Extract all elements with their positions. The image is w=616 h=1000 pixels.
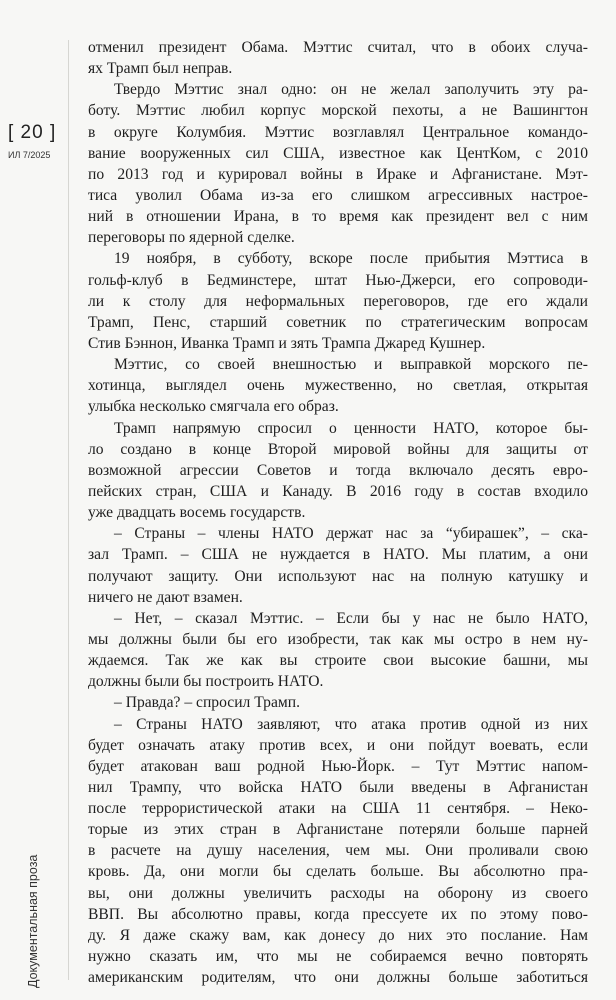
text-line: Трамп напрямую спросил о ценности НАТО, которое бы- bbox=[114, 419, 588, 437]
text-line: боту. Мэттис любил корпус морской пехоты, а не Вашингтон bbox=[88, 102, 588, 120]
section-label: Документальная проза bbox=[26, 854, 40, 988]
text-line: ду. Я даже скажу вам, как донесу до них это послание. Нам bbox=[88, 926, 588, 944]
text-line: Мэттис, со своей внешностью и выправкой морского пе- bbox=[114, 356, 588, 374]
text-line: кровь. Да, они могли бы сделать больше. Вы абсолютно пра- bbox=[88, 863, 588, 881]
text-line: улыбка несколько смягчала его образ. bbox=[88, 398, 339, 416]
margin-rule bbox=[68, 40, 69, 980]
text-line: ли к столу для неформальных переговоров, где его ждали bbox=[88, 292, 588, 310]
text-column bbox=[88, 37, 588, 988]
text-line: возможной агрессии Советов и тогда включало десять евро- bbox=[88, 461, 588, 479]
text-line: отменил президент Обама. Мэттис считал, что в обоих случа- bbox=[88, 39, 588, 56]
text-line: ло создано в конце Второй мировой войны для защиты от bbox=[88, 440, 588, 458]
page-number: [ 20 ] bbox=[8, 122, 57, 143]
text-line: вание вооруженных сил США, известное как ЦентКом, с 2010 bbox=[88, 144, 588, 162]
text-line: переговоры по ядерной сделке. bbox=[88, 229, 295, 247]
text-line: после террористической атаки на США 11 сентября. – Неко- bbox=[88, 800, 588, 818]
text-line: получают защиту. Они используют нас на полную катушку и bbox=[88, 567, 588, 585]
text-line: гольф-клуб в Бедминстере, штат Нью-Джерси, его сопроводи- bbox=[88, 271, 588, 289]
text-line: пейских стран, США и Канаду. В 2016 году в состав входило bbox=[88, 482, 588, 500]
text-line: американским родителям, что они должны больше заботиться bbox=[88, 969, 588, 987]
text-line: будет означать атаку против всех, и они пойдут воевать, если bbox=[88, 736, 588, 754]
text-line: зал Трамп. – США не нуждается в НАТО. Мы платим, а они bbox=[88, 546, 588, 564]
text-line: ничего не дают взамен. bbox=[88, 588, 243, 606]
text-line: 19 ноября, в субботу, вскоре после прибытия Мэттиса в bbox=[114, 250, 588, 268]
text-line: тиса уволил Обама из-за его слишком агрессивных настрое- bbox=[88, 186, 588, 204]
text-line: мы должны были бы его изобрести, так как мы остро в нем ну- bbox=[88, 630, 588, 648]
text-line: ВВП. Вы абсолютно правы, когда прессуете их по этому пово- bbox=[88, 905, 588, 923]
text-line: торые из этих стран в Афганистане потеряли больше парней bbox=[88, 821, 588, 839]
text-line: вы, они должны увеличить расходы на оборону из своего bbox=[88, 884, 588, 902]
text-line: – Правда? – спросил Трамп. bbox=[114, 694, 300, 712]
text-line: в расчете на душу населения, чем мы. Они проливали свою bbox=[88, 842, 588, 860]
text-line: ний в отношении Ирана, в то время как президент вел с ним bbox=[88, 208, 588, 226]
text-line: должны были бы построить НАТО. bbox=[88, 673, 324, 691]
text-line: по 2013 год и курировал войны в Ираке и Афганистане. Мэт- bbox=[88, 165, 588, 183]
text-line: уже двадцать восемь государств. bbox=[88, 504, 306, 522]
text-line: нужно сказать им, что мы не собираемся вечно повторять bbox=[88, 948, 588, 966]
text-line: – Нет, – сказал Мэттис. – Если бы у нас не было НАТО, bbox=[114, 609, 588, 627]
text-line: хотинца, выглядел очень мужественно, но светлая, открытая bbox=[88, 377, 588, 395]
text-line: – Страны НАТО заявляют, что атака против одной из них bbox=[114, 715, 588, 733]
text-line: Твердо Мэттис знал одно: он не желал заполучить эту ра- bbox=[114, 81, 588, 99]
text-line: ях Трамп был неправ. bbox=[88, 60, 233, 78]
text-line: – Страны – члены НАТО держат нас за “убирашек”, – ска- bbox=[114, 525, 588, 543]
issue-label: ИЛ 7/2025 bbox=[8, 150, 51, 160]
text-line: Трамп, Пенс, старший советник по стратегическим вопросам bbox=[88, 313, 588, 331]
text-line: будет атакован ваш родной Нью-Йорк. – Тут Мэттис напом- bbox=[88, 757, 588, 775]
text-line: в округе Колумбия. Мэттис возглавлял Центральное командо- bbox=[88, 123, 588, 141]
text-line: Стив Бэннон, Иванка Трамп и зять Трампа Джаред Кушнер. bbox=[88, 334, 486, 352]
text-line: нил Трампу, что войска НАТО были введены в Афганистан bbox=[88, 778, 588, 796]
text-line: ждаемся. Так же как вы строите свои высокие башни, мы bbox=[88, 652, 588, 670]
